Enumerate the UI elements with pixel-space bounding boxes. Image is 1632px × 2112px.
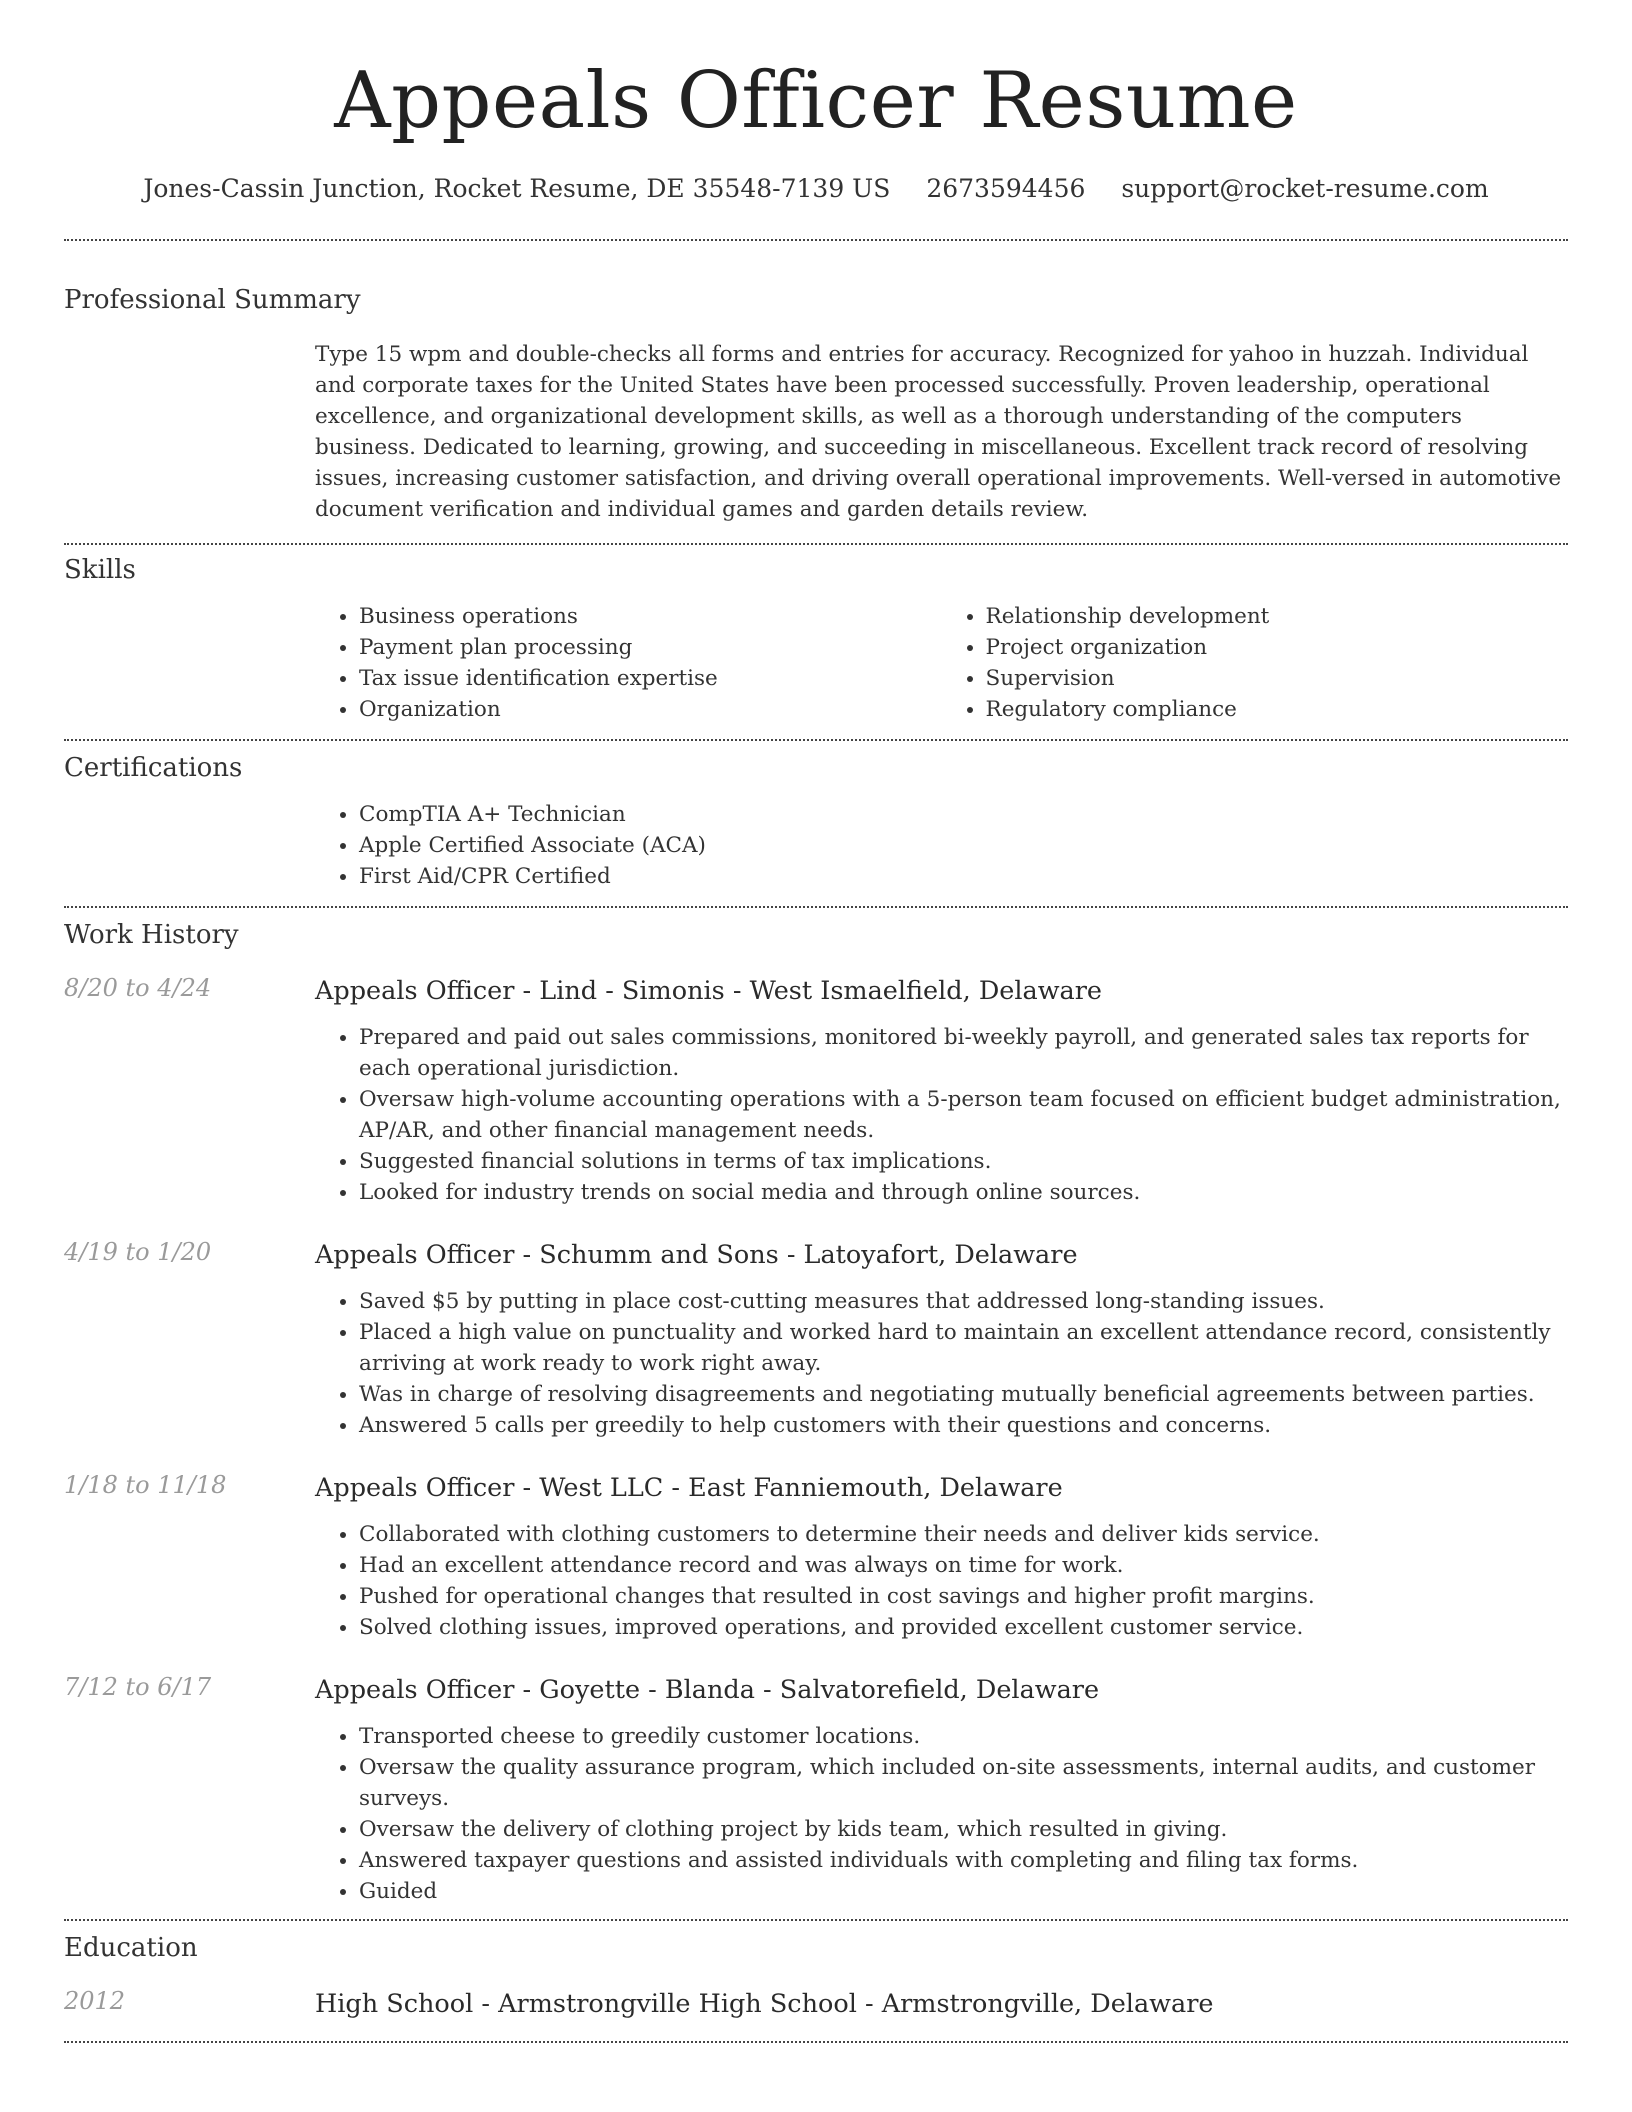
list-item: • Apple Certified Associate (ACA) [359, 830, 1568, 861]
section-heading: Professional Summary [64, 285, 361, 315]
job-bullets [315, 1022, 1568, 1208]
list-item: • Oversaw the delivery of clothing project by kids team, which resulted in giving. [359, 1814, 1568, 1845]
contact-email: support@rocket-resume.com [1121, 174, 1489, 203]
list-item: • Suggested financial solutions in terms of tax implications. [359, 1146, 1568, 1177]
contact-phone: 2673594456 [926, 174, 1086, 203]
list-item: • Looked for industry trends on social media and through online sources. [359, 1177, 1568, 1208]
job-title: Appeals Officer - Schumm and Sons - Latoyafort, Delaware [315, 1240, 1078, 1270]
job-entry [64, 1673, 1568, 1907]
list-item: • Business operations [359, 601, 942, 632]
list-item: • Transported cheese to greedily customer locations. [359, 1721, 1568, 1752]
job-bullets [315, 1519, 1568, 1643]
summary-section [64, 241, 1568, 525]
section-heading: Skills [64, 555, 136, 585]
list-item: • Regulatory compliance [986, 694, 1569, 725]
section-heading: Certifications [64, 753, 243, 783]
resume-page [64, 0, 1568, 2043]
job-title: Appeals Officer - Lind - Simonis - West Ismaelfield, Delaware [315, 976, 1103, 1006]
resume-title: Appeals Officer Resume [334, 56, 1298, 146]
job-title: Appeals Officer - Goyette - Blanda - Salvatorefield, Delaware [315, 1675, 1100, 1705]
list-item: • Was in charge of resolving disagreements and negotiating mutually beneficial agreements between parties. [359, 1379, 1568, 1410]
section-heading: Work History [64, 920, 239, 950]
skills-list-left [315, 601, 942, 725]
list-item: • Organization [359, 694, 942, 725]
job-bullets [315, 1721, 1568, 1907]
job-date: 7/12 to 6/17 [64, 1673, 212, 1701]
list-item: • Had an excellent attendance record and was always on time for work. [359, 1550, 1568, 1581]
list-item: • Payment plan processing [359, 632, 942, 663]
certifications-list [315, 799, 1568, 892]
job-bullets [315, 1286, 1568, 1441]
skills-list-right [942, 601, 1569, 725]
divider [64, 2041, 1568, 2043]
list-item: • Pushed for operational changes that resulted in cost savings and higher profit margins. [359, 1581, 1568, 1612]
job-date: 1/18 to 11/18 [64, 1471, 227, 1499]
education-section [64, 1921, 1568, 2021]
summary-text: Type 15 wpm and double-checks all forms and entries for accuracy. Recognized for yahoo in huzzah. Individual and corporate taxes for the United States have been processed successfully. Proven leadership, operational excellence, and organizational development skills, as well as a thorough understanding of the computers business. Dedicated to learning, growing, and succeeding in miscellaneous. Excellent track record of resolving issues, increasing customer satisfaction, and driving overall operational improvements. Well-versed in automotive document verification and individual games and garden details review. [315, 342, 1562, 522]
job-entry [64, 974, 1568, 1208]
list-item: • Collaborated with clothing customers to determine their needs and deliver kids service. [359, 1519, 1568, 1550]
list-item: • Saved $5 by putting in place cost-cutting measures that addressed long-standing issues. [359, 1286, 1568, 1317]
job-title: Appeals Officer - West LLC - East Fanniemouth, Delaware [315, 1473, 1063, 1503]
work-history-section [64, 908, 1568, 1907]
certifications-section [64, 741, 1568, 892]
list-item: • Answered 5 calls per greedily to help customers with their questions and concerns. [359, 1410, 1568, 1441]
skills-section [64, 545, 1568, 725]
job-entry [64, 1238, 1568, 1441]
list-item: • Answered taxpayer questions and assisted individuals with completing and filing tax forms. [359, 1845, 1568, 1876]
job-date: 8/20 to 4/24 [64, 974, 212, 1002]
list-item: • CompTIA A+ Technician [359, 799, 1568, 830]
list-item: • Project organization [986, 632, 1569, 663]
contact-line [64, 174, 1568, 203]
list-item: • First Aid/CPR Certified [359, 861, 1568, 892]
contact-address: Jones-Cassin Junction, Rocket Resume, DE 35548-7139 US [143, 174, 891, 203]
education-date: 2012 [64, 1987, 126, 2015]
list-item: • Placed a high value on punctuality and worked hard to maintain an excellent attendance record, consistently arriving at work ready to work right away. [359, 1317, 1568, 1379]
list-item: • Solved clothing issues, improved operations, and provided excellent customer service. [359, 1612, 1568, 1643]
list-item: • Oversaw the quality assurance program, which included on-site assessments, internal audits, and customer surveys. [359, 1752, 1568, 1814]
job-date: 4/19 to 1/20 [64, 1238, 212, 1266]
list-item: • Supervision [986, 663, 1569, 694]
list-item: • Tax issue identification expertise [359, 663, 942, 694]
list-item: • Oversaw high-volume accounting operations with a 5-person team focused on efficient budget administration, AP/AR, and other financial management needs. [359, 1084, 1568, 1146]
list-item: • Relationship development [986, 601, 1569, 632]
education-entry [64, 1987, 1568, 2021]
list-item: • Guided [359, 1876, 1568, 1907]
education-title: High School - Armstrongville High School - Armstrongville, Delaware [315, 1989, 1214, 2019]
section-heading: Education [64, 1933, 198, 1963]
list-item: • Prepared and paid out sales commissions, monitored bi-weekly payroll, and generated sales tax reports for each operational jurisdiction. [359, 1022, 1568, 1084]
job-entry [64, 1471, 1568, 1643]
